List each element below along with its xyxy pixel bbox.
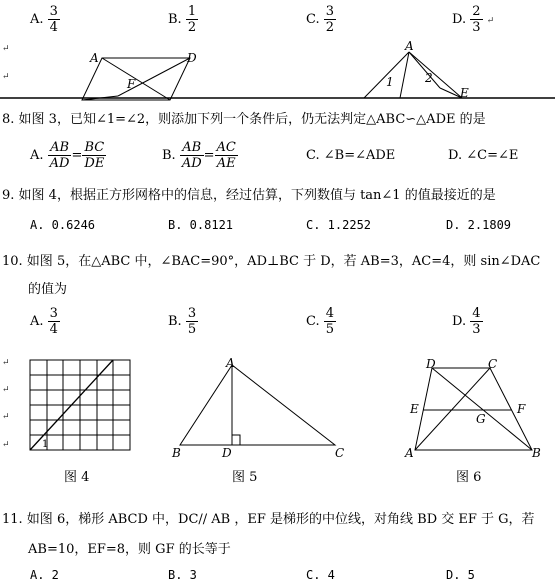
return-mark: ↵ [2,385,10,395]
label-d: D [187,51,197,65]
fig6-label-b: B [532,446,541,460]
fraction: $\frac{3}{4}$ [49,4,58,35]
q7-option-d[interactable]: D. $\frac{2}{3}$ ↵ [452,4,495,35]
figure-5-triangle [180,365,335,445]
return-mark: ↵ [2,72,10,82]
label-f: F [127,77,136,91]
angle-2: 2 [425,71,433,85]
q11-option-c[interactable]: C. 4 [306,568,335,582]
q10-option-b[interactable]: B. $\frac{3}{5}$ [168,306,197,337]
q9-option-b[interactable]: B. 0.8121 [168,218,234,232]
q9-option-c[interactable]: C. 1.2252 [306,218,372,232]
figure-4-grid [30,360,130,450]
q10-stem-2: 的值为 [28,282,68,297]
q10-option-c[interactable]: C. $\frac{4}{5}$ [306,306,335,337]
fig5-label-a: A [226,356,235,370]
figure-6-trapezoid [415,368,532,450]
angle-1: 1 [386,75,394,89]
q7-option-b[interactable]: B. $\frac{1}{2}$ [168,4,197,35]
q10-stem: 10. 如图 5，在△ABC 中，∠BAC=90°，AD⊥BC 于 D，若 AB=3，AC=4，则 sin∠DAC [2,254,541,269]
q8-option-b[interactable]: B. $\frac{AB}{AD}$ = $\frac{AC}{AE}$ [162,140,236,171]
q10-option-a[interactable]: A. $\frac{3}{4}$ [30,306,58,337]
q9-stem: 9. 如图 4，根据正方形网格中的信息，经过估算，下列数值与 tan∠1 的值最接近的是 [2,188,496,203]
q10-option-d[interactable]: D. $\frac{4}{3}$ [452,306,481,337]
fig6-label-c: C [488,357,498,371]
q7-option-a[interactable]: A. $\frac{3}{4}$ [30,4,58,35]
fig6-label-e: E [410,402,419,416]
return-mark: ↵ [2,44,10,54]
q9-option-a[interactable]: A. 0.6246 [30,218,96,232]
q11-stem: 11. 如图 6，梯形 ABCD 中，DC// AB ，EF 是梯形的中位线，对角线 BD 交 EF 于 G，若 [2,512,535,527]
q8-option-c[interactable]: C. ∠B=∠ADE [306,148,396,163]
label-e: E [460,86,469,100]
q11-option-a[interactable]: A. 2 [30,568,59,582]
fig4-caption: 图 4 [64,470,90,485]
label-a2: A [405,39,414,53]
q8-option-d[interactable]: D. ∠C=∠E [448,148,519,163]
fraction: $\frac{2}{3}$ [472,4,481,35]
fraction: $\frac{3}{2}$ [325,4,335,35]
q9-option-d[interactable]: D. 2.1809 [446,218,512,232]
q11-option-d[interactable]: D. 5 [446,568,475,582]
label-a: A [90,51,99,65]
return-mark: ↵ [2,412,10,422]
q8-stem: 8. 如图 3，已知∠1=∠2，则添加下列一个条件后，仍无法判定△ABC∽△ADE 的是 [2,112,486,127]
fig6-caption: 图 6 [456,470,482,485]
fig5-caption: 图 5 [232,470,258,485]
fig4-angle-1: 1 [42,439,49,450]
fig5-label-c: C [335,446,345,460]
q11-option-b[interactable]: B. 3 [168,568,197,582]
q11-stem-2: AB=10，EF=8，则 GF 的长等于 [28,542,231,557]
fig6-label-f: F [517,402,526,416]
figure-row [0,355,555,475]
fig5-label-d: D [222,446,232,460]
fig6-label-d: D [426,357,436,371]
fig5-label-b: B [172,446,181,460]
return-mark: ↵ [2,440,10,450]
top-figures [0,0,555,110]
fraction: $\frac{1}{2}$ [187,4,197,35]
fig6-label-g: G [476,412,486,426]
return-mark: ↵ [2,358,10,368]
q8-option-a[interactable]: A. $\frac{AB}{AD}$ = $\frac{BC}{DE}$ [30,140,105,171]
q7-option-c[interactable]: C. $\frac{3}{2}$ [306,4,335,35]
fig6-label-a: A [405,446,414,460]
